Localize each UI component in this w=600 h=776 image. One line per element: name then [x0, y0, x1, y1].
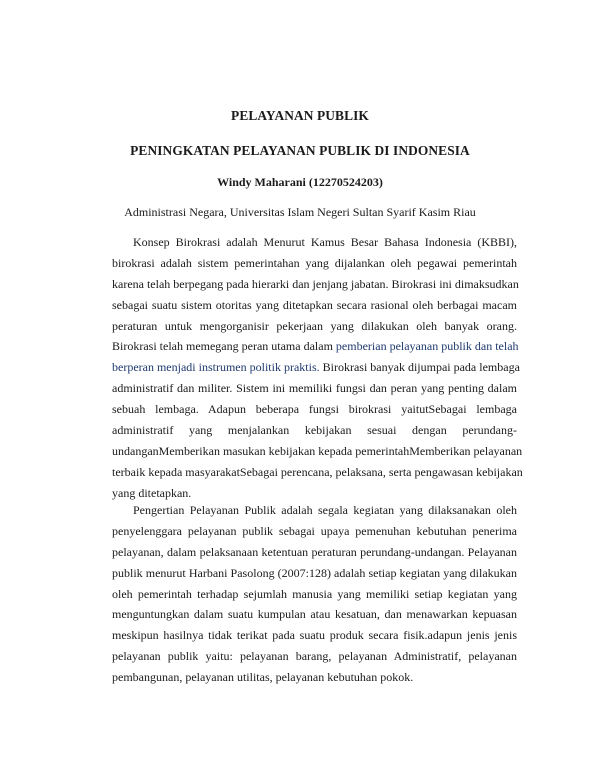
- paragraph-line: pelayanan publik yaitu: pelayanan barang, pelayanan Administratif, pelayanan: [112, 649, 517, 664]
- highlighted-text: berperan menjadi instrumen politik praktis.: [112, 360, 320, 375]
- paragraph-line: undanganMemberikan masukan kebijakan kepada pemerintahMemberikan pelayanan: [112, 443, 523, 458]
- paragraph-line: administratif dan militer. Sistem ini memiliki fungsi dan peran yang penting dalam: [112, 381, 517, 396]
- affiliation-line: Administrasi Negara, Universitas Islam Negeri Sultan Syarif Kasim Riau: [124, 205, 476, 219]
- line-segment: Birokrasi telah memegang peran utama dalam: [112, 339, 336, 354]
- author-line: Windy Maharani (12270524203): [217, 175, 383, 189]
- page-subtitle: PENINGKATAN PELAYANAN PUBLIK DI INDONESIA: [130, 143, 470, 158]
- paragraph-line: menguntungkan dalam suatu kumpulan atau kesatuan, dan menawarkan kepuasan: [112, 607, 517, 622]
- line-segment: Birokrasi banyak dijumpai pada lembaga: [319, 360, 520, 375]
- paragraph-line: Konsep Birokrasi adalah Menurut Kamus Besar Bahasa Indonesia (KBBI),: [133, 235, 517, 249]
- paragraph-line: sebuah lembaga. Adapun beberapa fungsi birokrasi yaitutSebagai lembaga: [112, 402, 517, 417]
- highlighted-text: pemberian pelayanan publik dan telah: [335, 339, 519, 354]
- paragraph-line: publik menurut Harbani Pasolong (2007:128) adalah setiap kegiatan yang dilakukan: [112, 565, 517, 580]
- paragraph-line: [112, 357, 520, 378]
- paragraph-line: terbaik kepada masyarakatSebagai perencana, pelaksana, serta pengawasan kebijakan: [112, 464, 523, 479]
- paragraph-line: pelayanan, dalam pelaksanaan ketentuan peraturan perundang-undangan. Pelayanan: [112, 544, 517, 559]
- paragraph-line: yang ditetapkan.: [112, 485, 192, 500]
- paragraph-line: karena telah berpegang pada hierarki dan jenjang jabatan. Birokrasi ini dimaksudkan: [112, 276, 519, 291]
- paragraph-line: peraturan untuk mengorganisir pekerjaan yang dilakukan oleh banyak orang.: [112, 318, 517, 333]
- paragraph-line: Pengertian Pelayanan Publik adalah segala kegiatan yang dilaksanakan oleh: [133, 503, 517, 517]
- paragraph-line: penyelenggara pelayanan publik sebagai upaya pemenuhan kebutuhan penerima: [112, 523, 517, 538]
- paragraph-line: oleh pemerintah terhadap sejumlah manusia yang memiliki setiap kegiatan yang: [112, 586, 517, 601]
- paragraph-pelayanan-publik: [112, 500, 517, 688]
- paragraph-birokrasi: [112, 232, 523, 504]
- page-title: PELAYANAN PUBLIK: [231, 108, 369, 123]
- paragraph-line: meskipun hasilnya tidak terikat pada suatu produk secara fisik.adapun jenis jenis: [112, 628, 517, 643]
- paragraph-line: administratif yang menjalankan kebijakan sesuai dengan perundang-: [112, 423, 517, 438]
- paragraph-line: birokrasi adalah sistem pemerintahan yang dijalankan oleh pegawai pemerintah: [112, 255, 517, 270]
- paragraph-line: [112, 336, 517, 357]
- paragraph-line: pembangunan, pelayanan utilitas, pelayanan kebutuhan pokok.: [112, 670, 414, 685]
- paragraph-line: sebagai suatu sistem otoritas yang ditetapkan secara rasional oleh berbagai macam: [112, 297, 517, 312]
